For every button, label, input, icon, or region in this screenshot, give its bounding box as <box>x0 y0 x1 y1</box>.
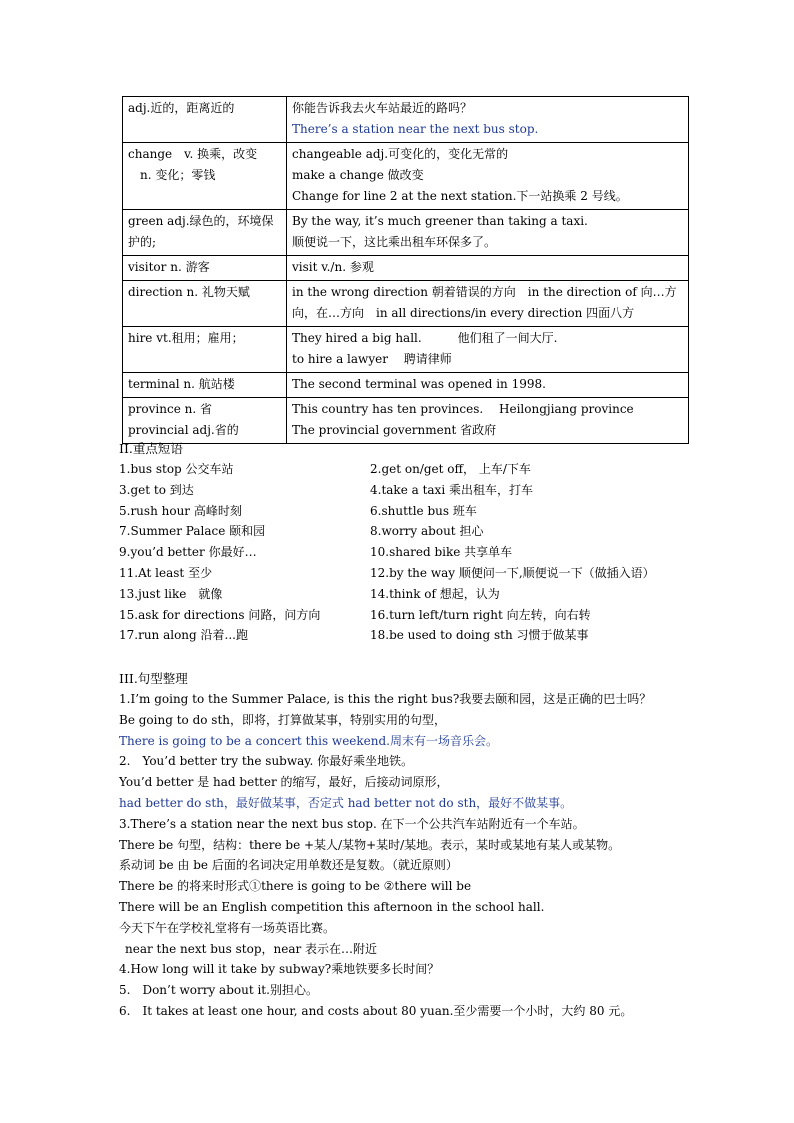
sentence-line: 6. It takes at least one hour, and costs about 80 yuan.至少需要一个小时，大约 80 元。 <box>119 1003 633 1018</box>
phrase-item: 2.get on/get off， 上车/下车 <box>370 462 531 476</box>
phrase-row <box>119 501 699 522</box>
vocab-example-cell <box>287 398 689 444</box>
phrase-row <box>119 625 699 646</box>
sentence-line: 5. Don’t worry about it.别担心。 <box>119 983 318 998</box>
vocab-example-line: changeable adj.可变化的，变化无常的 <box>292 147 509 161</box>
phrase-item: 12.by the way 顺便问一下,顺便说一下（做插入语） <box>370 565 655 580</box>
key-phrases-section <box>119 438 699 646</box>
vocabulary-table <box>122 96 689 444</box>
vocab-word-line: provincial adj.省的 <box>128 423 239 437</box>
phrase-row <box>119 480 699 501</box>
vocab-example-cell <box>287 327 689 373</box>
vocab-example-cell <box>287 210 689 256</box>
phrase-row <box>119 521 699 542</box>
phrase-item: 13.just like 就像 <box>119 586 223 601</box>
phrase-item: 5.rush hour 高峰时刻 <box>119 503 242 518</box>
sentence-line: There will be an English competition this afternoon in the school hall. <box>119 899 545 914</box>
phrase-row <box>119 542 699 563</box>
vocab-row <box>123 143 689 210</box>
vocab-word-line: adj.近的，距离近的 <box>128 101 235 115</box>
sentence-line: 今天下午在学校礼堂将有一场英语比赛。 <box>119 920 336 935</box>
sentence-line: 4.How long will it take by subway?乘地铁要多长时间？ <box>119 962 440 977</box>
vocab-example-line: This country has ten provinces. Heilongjiang province <box>292 402 634 416</box>
phrase-item: 7.Summer Palace 颐和园 <box>119 524 266 539</box>
sentence-line: There be 的将来时形式①there is going to be ②there will be <box>119 879 472 894</box>
vocab-word-cell <box>123 143 287 210</box>
phrase-item: 1.bus stop 公交车站 <box>119 462 234 476</box>
vocab-word-line: change v. 换乘，改变 <box>128 147 258 161</box>
vocab-word-cell <box>123 256 287 281</box>
sentence-line: had better do sth，最好做某事，否定式 had better not do sth，最好不做某事。 <box>119 795 573 810</box>
vocab-example-cell <box>287 256 689 281</box>
phrase-item: 3.get to 到达 <box>119 482 194 497</box>
sentence-patterns-section <box>119 668 699 1022</box>
phrase-item: 15.ask for directions 问路，问方向 <box>119 607 321 622</box>
phrase-item: 9.you’d better 你最好… <box>119 545 257 560</box>
vocab-example-line: to hire a lawyer 聘请律师 <box>292 352 452 366</box>
vocab-example-line: 你能告诉我去火车站最近的路吗？ <box>292 101 473 115</box>
vocab-example-line: By the way, it’s much greener than taking a taxi. <box>292 214 588 228</box>
vocab-row <box>123 373 689 398</box>
phrase-row <box>119 584 699 605</box>
vocab-example-line: Change for line 2 at the next station.下一站换乘 2 号线。 <box>292 189 628 203</box>
phrase-item: 18.be used to doing sth 习惯于做某事 <box>370 628 589 643</box>
sentence-line: There is going to be a concert this weekend.周末有一场音乐会。 <box>119 733 498 748</box>
vocab-row <box>123 97 689 143</box>
phrase-item: 16.turn left/turn right 向左转，向右转 <box>370 607 591 622</box>
vocab-word-line: direction n. 礼物天赋 <box>128 285 250 299</box>
vocab-word-line: province n. 省 <box>128 402 212 416</box>
phrase-item: 8.worry about 担心 <box>370 524 484 539</box>
vocab-row <box>123 256 689 281</box>
vocabulary-table-body <box>123 97 689 444</box>
phrase-row <box>119 563 699 584</box>
vocab-word-cell <box>123 398 287 444</box>
sentence-line: near the next bus stop，near 表示在…附近 <box>125 941 378 956</box>
vocab-example-line: They hired a big hall. 他们租了一间大厅. <box>292 331 558 345</box>
vocab-word-line: n. 变化；零钱 <box>128 168 216 182</box>
vocab-word-line: terminal n. 航站楼 <box>128 377 235 391</box>
vocab-word-line: hire vt.租用；雇用； <box>128 331 244 345</box>
phrase-item: 11.At least 至少 <box>119 565 213 580</box>
sentence-line: 3.There’s a station near the next bus stop. 在下一个公共汽车站附近有一个车站。 <box>119 816 585 831</box>
phrase-row <box>119 459 699 480</box>
vocab-example-line: in the wrong direction 朝着错误的方向 in the direction of 向…方 <box>292 285 677 299</box>
sentence-line: 系动词 be 由 be 后面的名词决定用单数还是复数。（就近原则） <box>119 858 458 873</box>
vocab-example-cell <box>287 373 689 398</box>
vocab-example-line: There’s a station near the next bus stop. <box>292 122 539 136</box>
vocab-word-line: green adj.绿色的，环境保 <box>128 214 274 228</box>
key-phrases-list <box>119 459 699 646</box>
vocab-example-line: 顺便说一下，这比乘出租车环保多了。 <box>292 235 497 249</box>
phrase-row <box>119 605 699 626</box>
vocab-example-line: visit v./n. 参观 <box>292 260 374 274</box>
vocab-word-line: 护的; <box>128 235 157 249</box>
sentence-line: You’d better 是 had better 的缩写，最好，后接动词原形， <box>119 775 449 790</box>
vocab-example-line: The provincial government 省政府 <box>292 423 497 437</box>
vocab-row <box>123 281 689 327</box>
vocab-example-line: make a change 做改变 <box>292 168 424 182</box>
vocab-word-cell <box>123 97 287 143</box>
vocab-word-cell <box>123 210 287 256</box>
phrase-item: 14.think of 想起，认为 <box>370 586 500 601</box>
vocab-example-line: The second terminal was opened in 1998. <box>292 377 546 391</box>
vocab-row <box>123 210 689 256</box>
phrase-item: 17.run along 沿着...跑 <box>119 628 248 643</box>
key-phrases-title: II.重点短语 <box>119 441 183 456</box>
vocab-word-cell <box>123 373 287 398</box>
vocab-word-line: visitor n. 游客 <box>128 260 210 274</box>
sentence-line: There be 句型，结构：there be +某人/某物+某时/某地。表示，某时或某地有某人或某物。 <box>119 837 621 852</box>
vocab-example-cell <box>287 281 689 327</box>
vocab-word-cell <box>123 327 287 373</box>
sentence-line: 2. You’d better try the subway. 你最好乘坐地铁。 <box>119 754 414 769</box>
vocab-example-cell <box>287 97 689 143</box>
phrase-item: 6.shuttle bus 班车 <box>370 503 477 518</box>
phrase-item: 10.shared bike 共享单车 <box>370 545 513 560</box>
vocab-word-cell <box>123 281 287 327</box>
phrase-item: 4.take a taxi 乘出租车，打车 <box>370 482 533 497</box>
vocab-example-line: 向，在…方向 in all directions/in every direction 四面八方 <box>292 306 635 320</box>
sentence-patterns-title: III.句型整理 <box>119 671 188 686</box>
sentence-patterns-list <box>119 689 699 1022</box>
vocab-row <box>123 398 689 444</box>
sentence-line: Be going to do sth，即将，打算做某事，特别实用的句型， <box>119 712 446 727</box>
vocab-row <box>123 327 689 373</box>
vocab-example-cell <box>287 143 689 210</box>
sentence-line: 1.I’m going to the Summer Palace, is this the right bus?我要去颐和园，这是正确的巴士吗？ <box>119 692 652 706</box>
